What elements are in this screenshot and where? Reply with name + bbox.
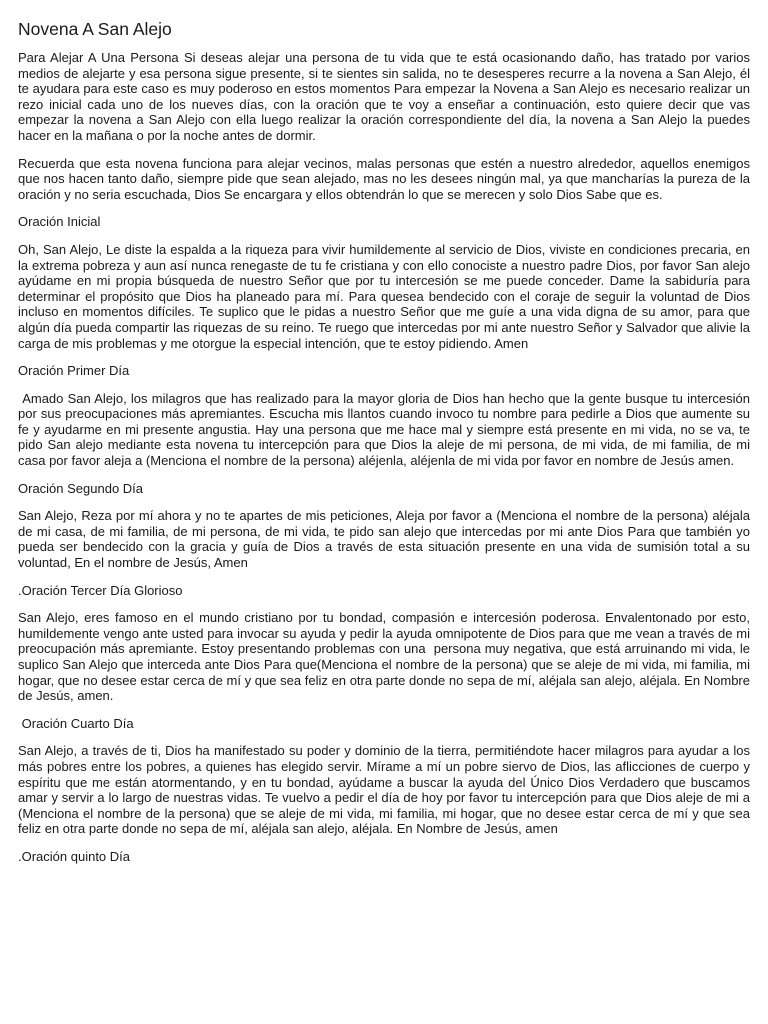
prayer-paragraph-tercer-dia: San Alejo, eres famoso en el mundo cristiano por tu bondad, compasión e intercesión poderosa. Envalentonado por esto, humildemente vengo ante usted para invocar su ayuda y pedir la ayuda omnipotente de Dios para que me vean a través de mi preocupación más apremiante. Estoy presentando problemas con una persona muy negativa, que está arruinando mi vida, le suplico San Alejo que interceda ante Dios Para que(Menciona el nombre de la persona) que se aleje de mi vida, mi familia, mi hogar, que no desee estar cerca de mí y que sea feliz en otra parte donde no sepa de mí, aléjala san alejo, aléjala. En Nombre de Jesús, amen. [18, 610, 754, 704]
prayer-paragraph-primer-dia: Amado San Alejo, los milagros que has realizado para la mayor gloria de Dios han hecho que la gente busque tu intercesión por sus preocupaciones más apremiantes. Escucha mis llantos cuando invoco tu nombre para pedirle a Dios que aumente su fe y ayudarme en mi presente angustia. Hay una persona que me hace mal y siempre está presente en mi vida, no se va, te pido San alejo mediante esta novena tu intercepción para que Dios la aleje de mi persona, de mi vida, de mi familia, de mi casa por favor aleja a (Menciona el nombre de la persona) aléjenla, aléjenla de mi vida por favor en nombre de Jesús amen. [18, 390, 754, 469]
section-heading-primer-dia: Oración Primer Día [18, 363, 130, 379]
section-heading-oracion-inicial: Oración Inicial [18, 214, 101, 230]
prayer-paragraph-cuarto-dia: San Alejo, a través de ti, Dios ha manifestado su poder y dominio de la tierra, permitiéndote hacer milagros para ayudar a los más pobres entre los pobres, a quienes has elegido servir. Mírame a mí un pobre siervo de Dios, las aflicciones de cuerpo y espíritu que me están atormentando, y en tu bondad, ayúdame a buscar la ayuda del Único Dios Verdadero que buscamos amar y servir a lo largo de nuestras vidas. Te vuelvo a pedir el día de hoy por favor tu intercepción para que Dios aleje de mi a (Menciona el nombre de la persona) que se aleje de mi vida, mi familia, mi hogar, que no desee estar cerca de mí y que sea feliz en otra parte donde no sepa de mí, aléjala san alejo, aléjala. En Nombre de Jesús, amen [18, 743, 754, 837]
reminder-paragraph: Recuerda que esta novena funciona para alejar vecinos, malas personas que estén a nuestro alrededor, aquellos enemigos que nos hacen tanto daño, siempre pide que sean alejado, mas no les desees ningún mal, ya que mancharías la pureza de la oración y no seria escuchada, Dios Se encargara y ellos obtendrán lo que se merecen y solo Dios Sabe que es. [18, 155, 754, 202]
section-heading-segundo-dia: Oración Segundo Día [18, 480, 144, 496]
section-heading-cuarto-dia: Oración Cuarto Día [18, 715, 134, 731]
prayer-paragraph-inicial: Oh, San Alejo, Le diste la espalda a la riqueza para vivir humildemente al servicio de Dios, viviste en condiciones precaria, en la extrema pobreza y aun así nunca renegaste de tu fe cristiana y con ello conociste a nuestro padre Dios, por favor San alejo ayúdame en mi propia búsqueda de nuestro Señor que por tu intercesión se me puede conceder. Dame la sabiduría para determinar el propósito que Dios ha planeado para mí. Para quesea bendecido con el coraje de seguir la voluntad de Dios incluso en momentos difíciles. Te suplico que le pidas a nuestro Señor que me guíe a una vida digna de su amor, para que algún día pueda compartir las riquezas de su reino. Te ruego que intercedas por mi ante nuestro Señor y Salvador que alivie la carga de mis problemas y me otorgue la especial intención, que te estoy pidiendo. Amen [18, 241, 754, 351]
intro-paragraph: Para Alejar A Una Persona Si deseas alejar una persona de tu vida que te está ocasionando daño, has tratado por varios medios de alejarte y esa persona sigue presente, si te sientes sin salida, no te desesperes recurre a la novena a San Alejo, él te ayudara para este caso es muy poderoso en estos momentos Para empezar la Novena a San Alejo es necesario realizar un rezo inicial cada uno de los nueves días, con la oración que te voy a enseñar a continuación, esto quiere decir que vas empezar la novena a San Alejo con ella luego realizar la oración correspondiente del día, la novena a San Alejo la puedes hacer en la mañana o por la noche antes de dormir. [18, 50, 754, 143]
document-title: Novena A San Alejo [18, 19, 172, 39]
prayer-paragraph-segundo-dia: San Alejo, Reza por mí ahora y no te apartes de mis peticiones, Aleja por favor a (Menciona el nombre de la persona) aléjala de mi casa, de mi familia, de mi persona, de mi vida, te pido san alejo que intercedas por mi ante Dios Para que también yo pueda ser bendecido con la gracia y guía de Dios a través de esta situación presente en una vida de sumisión total a su voluntad, En el nombre de Jesús, Amen [18, 508, 754, 571]
section-heading-quinto-dia: .Oración quinto Día [18, 848, 131, 864]
section-heading-tercer-dia: .Oración Tercer Día Glorioso [18, 582, 183, 598]
